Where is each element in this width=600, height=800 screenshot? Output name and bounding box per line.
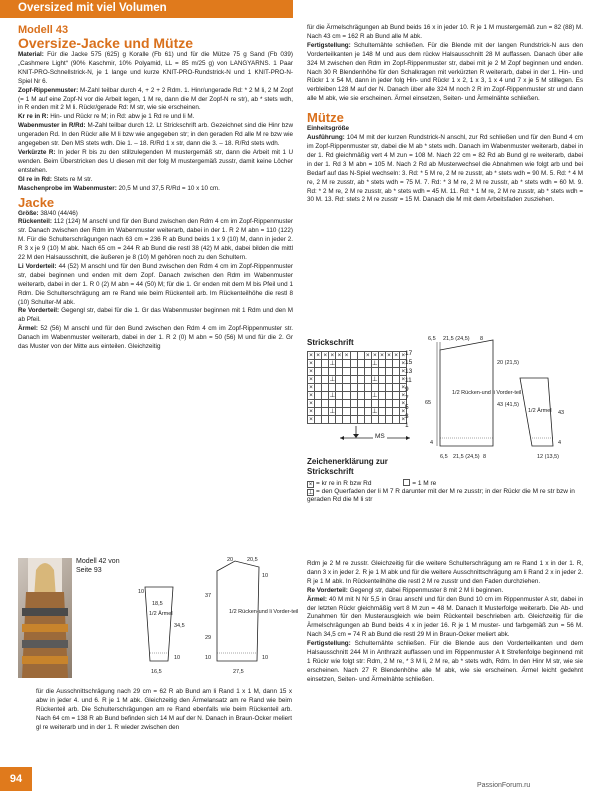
chart-cell — [336, 416, 343, 424]
chart-cell — [364, 400, 371, 408]
chart-cell: ⊥ — [372, 391, 378, 399]
legend-empty-symbol — [403, 479, 410, 486]
chart-cell — [364, 376, 371, 384]
bottom-revorder-label: Re Vorderteil: — [307, 586, 348, 594]
ausf-paragraph — [307, 134, 583, 205]
model42-line1: Modell 42 von — [76, 558, 120, 565]
row-number: 9 — [405, 386, 409, 393]
chart-cell: × — [401, 359, 406, 367]
schema-dim: 43 — [558, 410, 565, 416]
chart-cell: ⊥ — [329, 391, 336, 399]
maschen-paragraph — [18, 185, 293, 194]
chart-cell — [393, 368, 400, 376]
legend — [307, 479, 590, 504]
chart-cell — [357, 352, 364, 360]
legend-item — [307, 488, 590, 504]
chart-cell: × — [401, 391, 406, 399]
left-column — [18, 24, 293, 352]
chart-cell — [357, 360, 364, 368]
schema-label: 1/2 Ärmel — [528, 408, 552, 414]
chart-cell — [336, 392, 343, 400]
legend-item — [307, 479, 590, 488]
schema-dim: 27,5 — [233, 669, 244, 675]
chart-cell — [386, 384, 393, 392]
model-photo — [18, 558, 72, 678]
chart-cell — [329, 368, 336, 376]
chart-cell: × — [387, 351, 391, 359]
model42-line2: Seite 93 — [76, 567, 102, 574]
chart-cell — [315, 368, 322, 376]
krein-label: Kr re in R: — [18, 113, 49, 121]
row-number: 11 — [405, 377, 412, 384]
schema-dim: 10 — [205, 655, 212, 661]
chart-cell: × — [309, 383, 313, 391]
schema-dim: 20,5 — [247, 557, 258, 563]
chart-cell — [357, 384, 364, 392]
livorder-paragraph — [18, 263, 293, 308]
maschen-text: 20,5 M und 37,5 R/Rd = 10 x 10 cm. — [118, 184, 220, 192]
legend-text: = 1 M re — [412, 480, 437, 487]
bottom-left-text — [36, 688, 292, 733]
schema-dim: 29 — [205, 635, 212, 641]
schema-dim: 37 — [205, 593, 212, 599]
chart-grid — [307, 351, 407, 424]
krein-text: Hin- und Rückr re M; in Rd: abw je 1 Rd re und li M. — [50, 113, 195, 121]
schema-dim: 10 — [174, 655, 181, 661]
chart-cell — [393, 376, 400, 384]
muetze-heading: Mütze — [307, 110, 344, 126]
chart-cell — [329, 416, 336, 424]
krein-paragraph — [18, 113, 293, 122]
ruecken-label: Rückenteil: — [18, 218, 52, 226]
chart-cell — [350, 352, 357, 360]
chart-cell — [393, 400, 400, 408]
einheit-paragraph — [307, 125, 583, 134]
chart-cell — [350, 376, 357, 384]
chart-cell — [315, 416, 322, 424]
model-photo-illustration — [18, 558, 72, 678]
chart-cell — [343, 400, 350, 408]
schema-dim: 21,5 (24,5) — [453, 454, 480, 460]
chart-cell — [386, 368, 393, 376]
chart-cell: × — [401, 375, 406, 383]
chart-cell: ⊥ — [372, 359, 378, 367]
verk-paragraph — [18, 149, 293, 176]
bottom-aermel-paragraph — [307, 596, 583, 641]
chart-cell — [378, 408, 385, 416]
waben-label: Wabenmuster in R/Rd: — [18, 122, 86, 130]
chart-cell — [343, 376, 350, 384]
bottom-left-paragraph: für die Ausschnittschrägung nach 29 cm = 62 R ab Bund am li Rand 1 x 1 M, dann 15 x abw in jeder 4. und 6. R je 1 M abk. Gleichzeitig den Ärmelansatz am re Rand wie beim Rückenteil arb. Die Schulterschrägungen am re Rand ebenfalls wie beim Rückenteil arb. Nach 64 cm = 138 R ab Bund befinden sich 14 M auf der N. Danach in Braun-Ocker meliert gl re weiterarb und in der 1. R wieder zwischen den — [36, 688, 292, 731]
fertig-text: Schulternähte schließen. Für die Blende mit der langen Rundstrick-N aus den Vorderteilkanten je 148 M und aus dem rückw Halsausschnitt 28 M auffassen. Danach über alle 324 M zwischen den Rdm im Zopf-Rippenmuster str, dabei mit je 2 M Zopf beginnen und enden. Nach 30 R Blendenhöhe für den Schalkragen mit verkürzten R weiterarb, dabei in der 1. Hin- und Rückr 1 x 54 M, dann in jeder folg Hin- und Rückr 1 x 2, 1 x 3, 1 x 4 und 7 x je 5 M stillegen. Es verbleiben 128 M auf der N. Danach über alle 324 M noch 2 R im Zopf-Rippenmuster str und dann alle M abk, wie sie erscheinen. Ärmel einsetzen, Seiten- und Ärmelnähte schließen. — [307, 41, 583, 103]
row-number: 3 — [405, 413, 409, 420]
material-label: Material: — [18, 51, 44, 58]
chart-cell — [393, 416, 400, 424]
legend-stitch-symbol: ⊥ — [308, 490, 314, 496]
groesse-text: 38/40 (44/46) — [40, 209, 78, 217]
chart-cell — [393, 408, 400, 416]
schema-dim: 10 — [262, 655, 269, 661]
schema-dim: 10 — [262, 573, 269, 579]
chart-cell — [357, 400, 364, 408]
chart-cell — [315, 376, 322, 384]
bottom-fertig-label: Fertigstellung: — [307, 640, 351, 648]
chart-cell: × — [380, 351, 384, 359]
legend-text: = kr re in R bzw Rd — [316, 480, 372, 487]
chart-cell: × — [394, 351, 399, 359]
chart-cell — [336, 368, 343, 376]
zopf-paragraph — [18, 87, 293, 114]
chart-cell: × — [344, 351, 349, 359]
chart-cell: × — [330, 351, 335, 359]
bottom-revorder-text: Gegengl str, dabei Rippenmuster 8 mit 2 M li beginnen. — [349, 586, 504, 594]
chart-repeat-marker — [307, 426, 417, 446]
chart-cell — [343, 392, 350, 400]
livorder-text: 44 (52) M anschl und für den Bund zwischen den Rdm 4 cm im Zopf-Rippenmuster str, dabei beginnen und enden mit dem Zopf. Danach zwischen den Rdm im Wabenmuster weiterarb, dabei in der 1. R 0 (2) M abn = 44 (50) M; für die 1. Gr enden mit dem M bis Pfeil und 1 Rdm. Die Schulterschrägung am re Rand wie beim Rückenteil arb. Im Rückenteilhöhe die restl 8 (10) Schulter-M abk. — [18, 262, 294, 306]
schema-dim: 4 — [558, 440, 562, 446]
chart-cell — [336, 400, 343, 408]
chart-cell — [350, 416, 357, 424]
chart-cell — [386, 360, 393, 368]
chart-cell: × — [401, 367, 406, 375]
material-text: Für die Jacke 575 (625) g Koralle (Fb 61) und für die Mütze 75 g Sand (Fb 039) „Cashmere Light“ (90% Kaschmir, 10% Polyamid, LL = 85 m/25 g) von LANGYARNS. 1 Paar KNIT-PRO-Schnellstrick-N, je 1 lange und kurze KNIT-PRO-Rundstrick-N und 1 KNIT-PRO-N-Spiel Nr 6. — [18, 51, 294, 85]
chart-cell — [350, 360, 357, 368]
chart-cell — [329, 400, 336, 408]
chart-cell: ⊥ — [329, 375, 336, 383]
schema-dim: 16,5 — [151, 669, 162, 675]
chart-cell — [350, 384, 357, 392]
schema-dim: 20 — [227, 557, 234, 563]
chart-cell — [357, 376, 364, 384]
schematic-modell-42 — [135, 557, 299, 685]
chart-cell — [357, 392, 364, 400]
schema-dim: 18,5 — [152, 601, 163, 607]
row-number: 15 — [405, 359, 413, 366]
row-number: 1 — [405, 422, 409, 429]
chart-cell — [350, 408, 357, 416]
groesse-paragraph — [18, 210, 293, 219]
chart-cell — [322, 416, 329, 424]
schema-label: 1/2 Ärmel — [149, 611, 173, 617]
waben-text: M-Zahl teilbar durch 12. Lt Strickschrift arb. Gezeichnet sind die Hinr bzw ungeraden Rd. In den Rückr alle M li bzw wie angegeben str; in den geraden Rd alle M re bzw wie angegeben str. Den MS stets wdh. Die 1. – 18. R/Rd 1 x str, dann die 3. – 18. R/Rd stets wdh. — [18, 122, 293, 148]
chart-cell — [322, 368, 329, 376]
chart-cell — [343, 416, 350, 424]
livorder-label: Li Vorderteil: — [18, 262, 57, 270]
chart-cell: × — [316, 351, 321, 359]
chart-cell: × — [309, 351, 313, 359]
legend-text: = den Querfaden der li M 7 R darunter mit der M re zusstr; in der Rückr die M re str bzw in geraden Rd die M li str — [307, 488, 575, 503]
chart-cell: × — [309, 375, 313, 383]
chart-cell — [371, 368, 378, 376]
chart-cell — [386, 416, 393, 424]
revorder-text: Gegengl str, dabei für die 1. Gr das Wabenmuster beginnen mit 1 Rdm und den M ab Pfeil. — [18, 307, 294, 324]
chart-cell — [378, 368, 385, 376]
schema-label: 1/2 Rücken-und li Vorder-teil — [229, 609, 299, 615]
verk-text: In jeder R bis zu den stillzulegenden M mustergemäß str, dann die Arbeit mit 1 U wenden. Beim Überstricken des U diesen mit der folg M mustergemäß zusstr, damit keine Löcher entstehen. — [18, 148, 293, 174]
schema-dim: 65 — [425, 400, 432, 406]
schema-dim: 12 (13,5) — [537, 454, 560, 460]
gl-text: Stets re M str. — [53, 175, 93, 183]
schema-dim: 21,5 (24,5) — [443, 336, 470, 342]
bottom-fertig-paragraph — [307, 640, 583, 685]
chart-cell — [393, 392, 400, 400]
chart-cell — [350, 368, 357, 376]
ruecken-paragraph — [18, 218, 293, 263]
chart-cell — [364, 384, 371, 392]
legend-cross-symbol: × — [308, 482, 313, 488]
knitting-chart — [307, 351, 407, 424]
chart-cell: × — [372, 351, 377, 359]
chart-cell: ⊥ — [372, 407, 378, 415]
chart-cell — [343, 384, 350, 392]
bottom-right-text — [307, 560, 583, 685]
chart-cell: × — [401, 399, 406, 407]
chart-cell: × — [401, 415, 406, 423]
row-number: 17 — [405, 350, 413, 357]
ausf-label: Ausführung: — [307, 134, 345, 142]
groesse-label: Größe: — [18, 209, 39, 217]
chart-cell — [364, 416, 371, 424]
schema-dim: 34,5 — [174, 623, 185, 629]
verk-label: Verkürzte R: — [18, 148, 56, 156]
fertig-label: Fertigstellung: — [307, 41, 351, 49]
gl-paragraph — [18, 176, 293, 185]
chart-cell — [350, 400, 357, 408]
schema-dim: 10 — [138, 589, 145, 595]
chart-cell — [315, 360, 322, 368]
chart-cell — [322, 392, 329, 400]
schema-dim: 8 — [483, 454, 487, 460]
chart-cell — [364, 392, 371, 400]
schema-dim: 20 (21,5) — [497, 360, 520, 366]
row-number: 13 — [405, 368, 413, 375]
chart-cell — [378, 400, 385, 408]
chart-cell — [315, 400, 322, 408]
chart-cell — [371, 384, 378, 392]
chart-cell: × — [323, 351, 328, 359]
material-paragraph — [18, 51, 293, 87]
chart-cell — [315, 408, 322, 416]
chart-cell — [378, 392, 385, 400]
chart-cell: × — [337, 351, 342, 359]
chart-cell — [357, 408, 364, 416]
row-number: 5 — [405, 404, 409, 411]
zopf-text: M-Zahl teilbar durch 4, + 2 + 2 Rdm. 1. Hinr/ungerade Rd: * 2 M li, 2 M Zopf (= 1 M auf eine Zopf-N vor die Arbeit legen, 1 M re, dann die M der Zopf-N re str), ab * stets wdh, in R enden mit 2 M li. Rückr/gerade Rd: M str, wie sie erscheinen. — [18, 86, 293, 112]
chart-cell — [378, 360, 385, 368]
chart-cell: × — [309, 367, 313, 375]
model-label: Modell 43 — [18, 24, 69, 36]
chart-cell — [378, 376, 385, 384]
schema-label: 1/2 Rücken-und li Vorder-teil — [452, 390, 522, 396]
maschen-label: Maschenprobe im Wabenmuster: — [18, 184, 117, 192]
chart-cell — [386, 376, 393, 384]
bottom-aermel-text: 40 M mit N Nr 5,5 in Grau anschl und für den Bund 10 cm im Rippenmuster A str, dabei in der letzten Rückr gleichmäßig vert 8 M zun = 48 M. Danach lt Musterfolge weiterarb. Die Ab- und Zunahmen für den Musterausgleich wie beim Rückenteil beschrieben arb. Gleichzeitig für die Ärmelschrägungen ab Bund beids 4 x in jeder 16. R je 1 M muster- und farbgemäß zun = 56 M. Nach 34,5 cm = 74 R ab Bund die restl 29 M in Braun-Ocker meliert abk. — [307, 595, 584, 639]
chart-cell — [364, 408, 371, 416]
schema-dim: 4 — [430, 440, 434, 446]
chart-cell — [322, 384, 329, 392]
chart-cell — [315, 384, 322, 392]
chart-cell — [364, 360, 371, 368]
header-banner — [0, 0, 293, 18]
chart-cell — [364, 368, 371, 376]
ruecken-text: 112 (124) M anschl und für den Bund zwischen den Rdm 4 cm im Zopf-Rippenmuster str. Danach zwischen den Rdm im Wabenmuster weiterarb, dabei in der 1. R 2 M abn = 110 (122) M. Für die Schulterschrägungen nach 63 cm = 236 R ab Bund beids 1 x 9 (10) M, dann in jeder 2. R 3 x je 9 (10) M abk. Nach 65 cm = 244 R ab Bund die restl 38 (42) M abk, dabei bilden die mittl 22 M den Halsausschnitt, die äußeren je 8 (10) M gehören noch zu den Schultern. — [18, 218, 293, 262]
intro-paragraph: für die Ärmelschrägungen ab Bund beids 16 x in jeder 10. R je 1 M mustergemäß zun = 82 (88) M. Nach 43 cm = 162 R ab Bund alle M abk. — [307, 24, 583, 40]
chart-cell — [315, 392, 322, 400]
fertig-paragraph — [307, 42, 583, 104]
schema-dim: 43 (41,5) — [497, 402, 520, 408]
chart-cell: ⊥ — [329, 407, 336, 415]
chart-cell — [329, 384, 336, 392]
chart-cell — [343, 368, 350, 376]
chart-cell — [336, 384, 343, 392]
aermel-label: Ärmel: — [18, 325, 38, 333]
bottom-right-paragraph: Rdm je 2 M re zusstr. Gleichzeitig für die weitere Schulterschrägung am re Rand 1 x in der 1. R, dann 3 x in jeder 2. R je 1 M abk und für die weitere Ausschnittschrägung am li Rand 2 x in jeder 2. R je 1 M abk. In Rückenteilhöhe die restl 2 M re zusstr und den Faden durchziehen. — [307, 560, 583, 585]
page-number: 94 — [0, 767, 32, 791]
chart-cell — [386, 392, 393, 400]
chart-cell — [357, 368, 364, 376]
schema-dim: 6,5 — [428, 336, 436, 342]
header-banner-text: Oversized mit viel Volumen — [18, 2, 167, 14]
chart-cell: × — [309, 359, 313, 367]
chart-cell: ⊥ — [329, 359, 336, 367]
jacke-heading: Jacke — [18, 194, 55, 210]
chart-cell — [371, 400, 378, 408]
legend-title: Zeichenerklärung zur Strickschrift — [307, 457, 388, 476]
chart-cell — [322, 408, 329, 416]
aermel-paragraph — [18, 325, 293, 352]
chart-cell — [386, 408, 393, 416]
chart-title: Strickschrift — [307, 338, 354, 347]
chart-cell: × — [309, 415, 313, 423]
right-column — [307, 24, 583, 205]
chart-cell — [336, 376, 343, 384]
chart-cell — [322, 360, 329, 368]
chart-ms-label: MS — [375, 433, 385, 440]
gl-label: Gl re in Rd: — [18, 175, 52, 183]
waben-paragraph — [18, 122, 293, 149]
chart-cell: × — [365, 351, 370, 359]
chart-cell: × — [401, 351, 406, 359]
chart-cell — [371, 416, 378, 424]
chart-cell — [378, 416, 385, 424]
chart-cell — [350, 392, 357, 400]
chart-cell — [322, 400, 329, 408]
chart-cell — [343, 408, 350, 416]
revorder-label: Re Vorderteil: — [18, 307, 60, 315]
model42-caption — [76, 557, 120, 575]
revorder-paragraph — [18, 307, 293, 325]
article-title: Oversize-Jacke und Mütze — [18, 35, 194, 51]
chart-cell — [386, 400, 393, 408]
schematic-modell-43 — [425, 334, 595, 474]
chart-cell — [336, 408, 343, 416]
chart-cell: × — [309, 391, 313, 399]
row-number: 7 — [405, 395, 409, 402]
zopf-label: Zopf-Rippenmuster: — [18, 86, 79, 94]
chart-cell: × — [309, 407, 313, 415]
chart-cell — [343, 360, 350, 368]
chart-cell — [322, 376, 329, 384]
chart-cell — [393, 360, 400, 368]
bottom-revorder-paragraph — [307, 587, 583, 596]
chart-cell: ⊥ — [372, 375, 378, 383]
bottom-fertig-text: Schulternähte schließen. Für die Blende aus den Vorderteilkanten und dem Halsausschnitt 244 M in Anthrazit auffassen und im Rippenmuster A lt Strefenfolge beginnend mit 1 Rückr wie folgt str: Rdm, 2 M re, * 3 M li, 2 M re, ab * stets wdh, Rdm. In den Hinr M str, wie sie erscheinen. Nach 27 R Blendenhöhe alle M abk, wie sie erscheinen. Ärmel leicht gedehnt einsetzen, Seiten- und Ärmelnähte schließen. — [307, 640, 584, 683]
chart-cell — [393, 384, 400, 392]
chart-cell: × — [401, 383, 406, 391]
schema-dim: 8 — [480, 336, 484, 342]
einheit-label: Einheitsgröße — [307, 125, 349, 133]
chart-cell — [378, 384, 385, 392]
bottom-aermel-label: Ärmel: — [307, 595, 327, 603]
chart-cell: × — [309, 399, 313, 407]
ausf-text: 104 M mit der kurzen Rundstrick-N anschl, zur Rd schließen und für den Bund 4 cm im Zopf-Rippenmuster str, dabei die M ab * stets wdh. Danach im Wabenmuster weiterarb, dabei in der 1. Rd gleichmäßig vert 4 M zun = 108 M. Nach 22 cm = 82 Rd ab Bund gl re weiterarb, dabei in der 1. Rd 3 M abn = 105 M. Nach 2 Rd ab Musterwechsel die Abnahmen wie folgt arb und bei Bedarf auf das N-Spiel wechseln: 3. Rd: * 5 M re, 2 M re zusstr, ab * stets wdh = 90 M. 5. Rd: * 4 M re, 2 M re zusstr, ab * stets wdh = 75 M. 7. Rd: * 3 M re, 2 M re zusstr, ab * stets wdh = 60 M. 9. Rd: * 2 M re, 2 M re zusstr, ab * stets wdh = 45 M. 11. Rd: * 1 M re, 2 M re zusstr, ab * stets wdh = 30 M. 13. Rd: stets 2 M re zusstr = 15 M. Danach die M mit dem Arbeitsfaden zusziehen. — [307, 134, 584, 204]
chart-cell — [357, 416, 364, 424]
aermel-text: 52 (56) M anschl und für den Bund zwischen den Rdm 4 cm im Zopf-Rippenmuster str. Danach im Wabenmuster weiterarb, dabei in der 1. R 2 (0) M abn = 50 (56) M und für die 2. Gr das Muster von der Mitte aus einteilen. Gleichzeitig — [18, 325, 294, 351]
footer-watermark: PassionForum.ru — [477, 782, 531, 789]
chart-cell: × — [401, 407, 406, 415]
chart-cell — [336, 360, 343, 368]
schema-dim: 6,5 — [440, 454, 448, 460]
